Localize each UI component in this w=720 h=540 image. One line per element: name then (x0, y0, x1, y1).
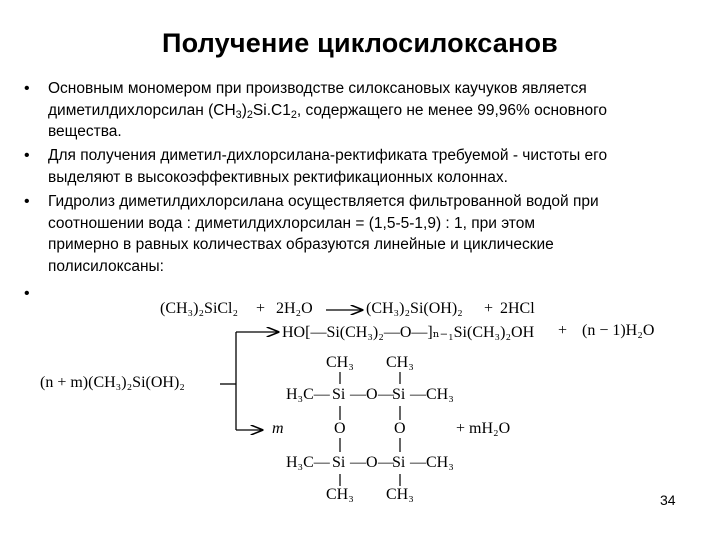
formula-prefix: диметилдихлорсилан (CH (48, 101, 236, 119)
bullet-marker: • (24, 147, 30, 164)
silicon-atom: Si (392, 454, 406, 471)
silicon-atom: Si (332, 454, 346, 471)
water-byproduct-formula: (n − 1)H₂O (582, 322, 655, 339)
dimethyldichlorosilane-formula: (CH₃)₂SiCl₂ (160, 300, 239, 317)
silicon-atom: Si (392, 386, 406, 403)
methyl-group: CH₃ (326, 486, 354, 503)
formula-part: ) (241, 101, 247, 119)
linear-polysiloxane-formula: HO[—Si(CH₃)₂—O—]ₙ₋₁Si(CH₃)₂OH (282, 324, 535, 341)
bullet-3-text (48, 191, 703, 277)
water-formula: 2H₂O (276, 300, 313, 317)
methyl-group: —CH₃ (410, 386, 454, 403)
bullet-3-line-4: полисилоксаны: (48, 257, 164, 275)
methyl-group: CH₃ (326, 354, 354, 371)
bullet-1-text (48, 78, 703, 143)
water-byproduct-formula: + mH₂O (456, 420, 511, 437)
methyl-group: —CH₃ (410, 454, 454, 471)
siloxane-bond: — (378, 454, 394, 471)
bullet-2-text (48, 145, 703, 188)
methyl-group: CH₃ (386, 354, 414, 371)
oxygen-atom: O (334, 420, 346, 437)
methyl-group: H₃C— (286, 386, 330, 403)
silicon-atom: Si (332, 386, 346, 403)
slide-title: Получение циклосилоксанов (162, 28, 558, 58)
bullet-3-line-3: примерно в равных количествах образуются линейные и циклические (48, 236, 554, 253)
bullet-marker: • (24, 193, 30, 210)
hcl-formula: 2HCl (500, 300, 535, 317)
bullet-2-line-1: Для получения диметил-дихлорсилана-ректификата требуемой - чистоты его (48, 147, 608, 164)
formula-subscript: 3 (235, 108, 242, 121)
formula-subscript: 2 (246, 108, 253, 121)
bullet-3-line-2: соотношении вода : диметилдихлорсилан = (1,5-5-1,9) : 1, при этом (48, 214, 536, 232)
bullet-2-line-2: выделяют в высокоэффективных ректификационных колоннах. (48, 168, 508, 186)
plus-sign: + (484, 300, 494, 317)
bullet-1-line-3: вещества. (48, 123, 122, 140)
formula-subscript: 2 (290, 108, 297, 121)
oxygen-atom: O (394, 420, 406, 437)
plus-sign: + (558, 322, 568, 339)
bullet-marker: • (24, 285, 30, 302)
silanediol-reactant-formula: (n + m)(CH₃)₂Si(OH)₂ (40, 374, 185, 391)
methyl-group: CH₃ (386, 486, 414, 503)
bullet-1-line-2 (48, 100, 703, 122)
siloxane-bond: — (378, 386, 394, 403)
formula-part: Si.C1 (252, 101, 291, 119)
page-number: 34 (660, 492, 676, 508)
bullet-marker: • (24, 80, 30, 97)
siloxane-bond: — (350, 454, 366, 471)
oxygen-atom: O (366, 454, 378, 471)
methyl-group: H₃C— (286, 454, 330, 471)
oxygen-atom: O (366, 386, 378, 403)
cycle-coefficient: m (272, 420, 284, 437)
formula-suffix: , содержащего не менее 99,96% основного (296, 101, 608, 119)
silanediol-formula: (CH₃)₂Si(OH)₂ (366, 300, 463, 317)
bullet-1-line-1: Основным мономером при производстве силоксановых каучуков является (48, 80, 587, 97)
plus-sign: + (256, 300, 266, 317)
siloxane-bond: — (350, 386, 366, 403)
bullet-3-line-1: Гидролиз диметилдихлорсилана осуществляется фильтрованной водой при (48, 193, 599, 210)
